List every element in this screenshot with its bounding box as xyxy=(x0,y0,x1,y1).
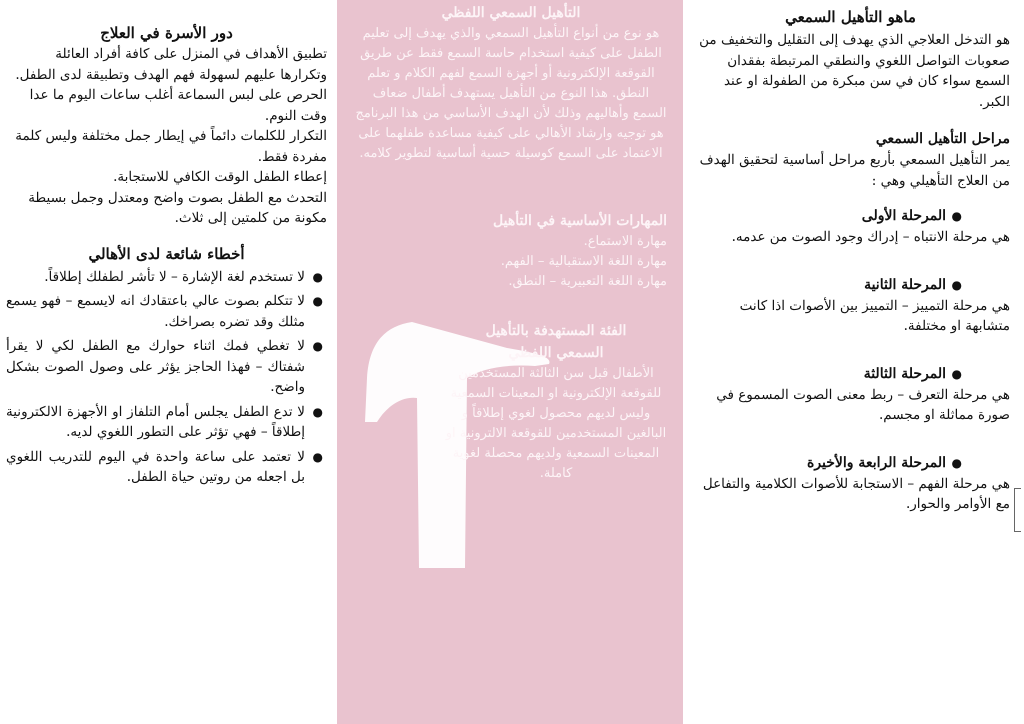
bullet-icon: ● xyxy=(312,404,323,419)
stage-text: هي مرحلة الانتباه – إدراك وجود الصوت من عدمه. xyxy=(731,229,1010,245)
target-text: الأطفال قبل سن الثالثة المستخدمين للقوقعة الإلكترونية او المعينات السمعية وليس لديهم محصول لغوي إطلاقاً و البالغين المستخدمين للقوقعة الالترونية او المعينات السمعية ولديهم محصلة لغوية كاملة. xyxy=(445,366,667,481)
bullet-icon: ● xyxy=(312,449,323,464)
stage-text: هي مرحلة التعرف – ربط معنى الصوت المسموع في صورة مماثلة او مجسم. xyxy=(716,386,1010,423)
stage-title: المرحلة الثالثة xyxy=(863,365,946,382)
stage-text: هي مرحلة التمييز – التمييز بين الأصوات اذا كانت متشابهة او مختلفة. xyxy=(739,297,1010,334)
mistake-item: ● لا تدع الطفل يجلس أمام التلفاز او الأجهزة الالكترونية إطلاقاً – فهي تؤثر على التطور اللغوي لديه. xyxy=(6,403,323,440)
avt-title: التأهيل السمعي اللفظي xyxy=(441,5,581,21)
stage-text: هي مرحلة الفهم – الاستجابة للأصوات الكلامية والتفاعل مع الأوامر والحوار. xyxy=(702,475,1010,512)
stage-2 xyxy=(691,274,1010,337)
bullet-icon: ● xyxy=(951,366,962,381)
page-edge-mark xyxy=(1014,488,1021,532)
target-title-2: السمعي اللفظي xyxy=(508,345,604,361)
avt-text: هو نوع من أنواع التأهيل السمعي والذي يهدف إلى تعليم الطفل على كيفية استخدام حاسة السمع فقط عن طريق القوقعة الإلكترونية أو أجهزة السمع لفهم الكلام و تعلم النطق. هذا النوع من التأهيل يستهدف أطفال ضعاف السمع وأهاليهم وذلك لأن الهدف الأساسي من هذا البرنامج هو توجيه وارشاد الأهالي على كيفية مساعدة طفلهما على الاعتماد على السمع كوسيلة حسية أساسية لتطوير كلامه. xyxy=(355,26,667,161)
family-point: الحرص على لبس السماعة أغلب ساعات اليوم ما عدا وقت النوم. xyxy=(29,87,327,124)
right-column xyxy=(683,0,1024,724)
what-is-text: هو التدخل العلاجي الذي يهدف إلى التقليل والتخفيف من صعوبات التواصل اللغوي والنطقي المرتبطة بفقدان السمع سواء كان في سن مبكرة من الطفولة او عند الكبر. xyxy=(699,32,1010,110)
mistakes-list xyxy=(6,267,327,488)
bullet-icon: ● xyxy=(312,339,323,353)
stage-title: المرحلة الأولى xyxy=(861,208,946,224)
left-column xyxy=(0,0,337,724)
family-point: إعطاء الطفل الوقت الكافي للاستجابة. xyxy=(113,169,327,185)
skills-title: المهارات الأساسية في التأهيل xyxy=(493,213,667,229)
skill-item: مهارة الاستماع. xyxy=(583,234,667,249)
mistakes-title: أخطاء شائعة لدى الأهالي xyxy=(88,244,245,263)
family-role-title: دور الأسرة في العلاج xyxy=(100,24,233,42)
mistake-item: ● لا تستخدم لغة الإشارة – لا تأشر لطفلك إطلاقاً. xyxy=(6,267,305,288)
bullet-icon: ● xyxy=(312,269,323,284)
stage-4 xyxy=(691,452,1010,515)
stages-title: مراحل التأهيل السمعي xyxy=(875,131,1010,147)
middle-column xyxy=(337,0,683,724)
what-is-title: ماهو التأهيل السمعي xyxy=(785,8,916,26)
mistake-item: ● لا تعتمد على ساعة واحدة في اليوم للتدريب اللغوي بل اجعله من روتين حياة الطفل. xyxy=(6,448,323,485)
stage-1 xyxy=(691,205,1010,248)
stage-3 xyxy=(691,363,1010,426)
bullet-icon: ● xyxy=(951,277,962,292)
bullet-icon: ● xyxy=(312,294,323,308)
bullet-icon: ● xyxy=(951,209,962,223)
skill-item: مهارة اللغة التعبيرية – النطق. xyxy=(508,274,667,289)
bullet-icon: ● xyxy=(951,455,962,470)
family-point: تطبيق الأهداف في المنزل على كافة أفراد العائلة وتكرارها عليهم لسهولة فهم الهدف وتطبيقة لدى الطفل. xyxy=(15,46,327,83)
stage-title: المرحلة الثانية xyxy=(864,276,946,293)
mistake-item: ● لا تتكلم بصوت عالي باعتقادك انه لايسمع – فهو يسمع مثلك وقد تضره بصراخك. xyxy=(6,293,323,330)
target-title: الفئة المستهدفة بالتأهيل xyxy=(485,323,627,339)
family-point: التحدث مع الطفل بصوت واضح ومعتدل وجمل بسيطة مكونة من كلمتين إلى ثلاث. xyxy=(28,189,327,226)
family-point: التكرار للكلمات دائماً في إيطار جمل مختلفة وليس كلمة مفردة فقط. xyxy=(15,128,327,165)
mistake-item: ● لا تغطي فمك اثناء حوارك مع الطفل لكي لا يقرأ شفتاك – فهذا الحاجز يؤثر على وصول الصوت بشكل واضح. xyxy=(6,338,323,395)
stage-title: المرحلة الرابعة والأخيرة xyxy=(806,454,946,471)
stages-intro: يمر التأهيل السمعي بأربع مراحل أساسية لتحقيق الهدف من العلاج التأهيلي وهي : xyxy=(699,152,1010,189)
skill-item: مهارة اللغة الاستقبالية – الفهم. xyxy=(500,254,667,269)
